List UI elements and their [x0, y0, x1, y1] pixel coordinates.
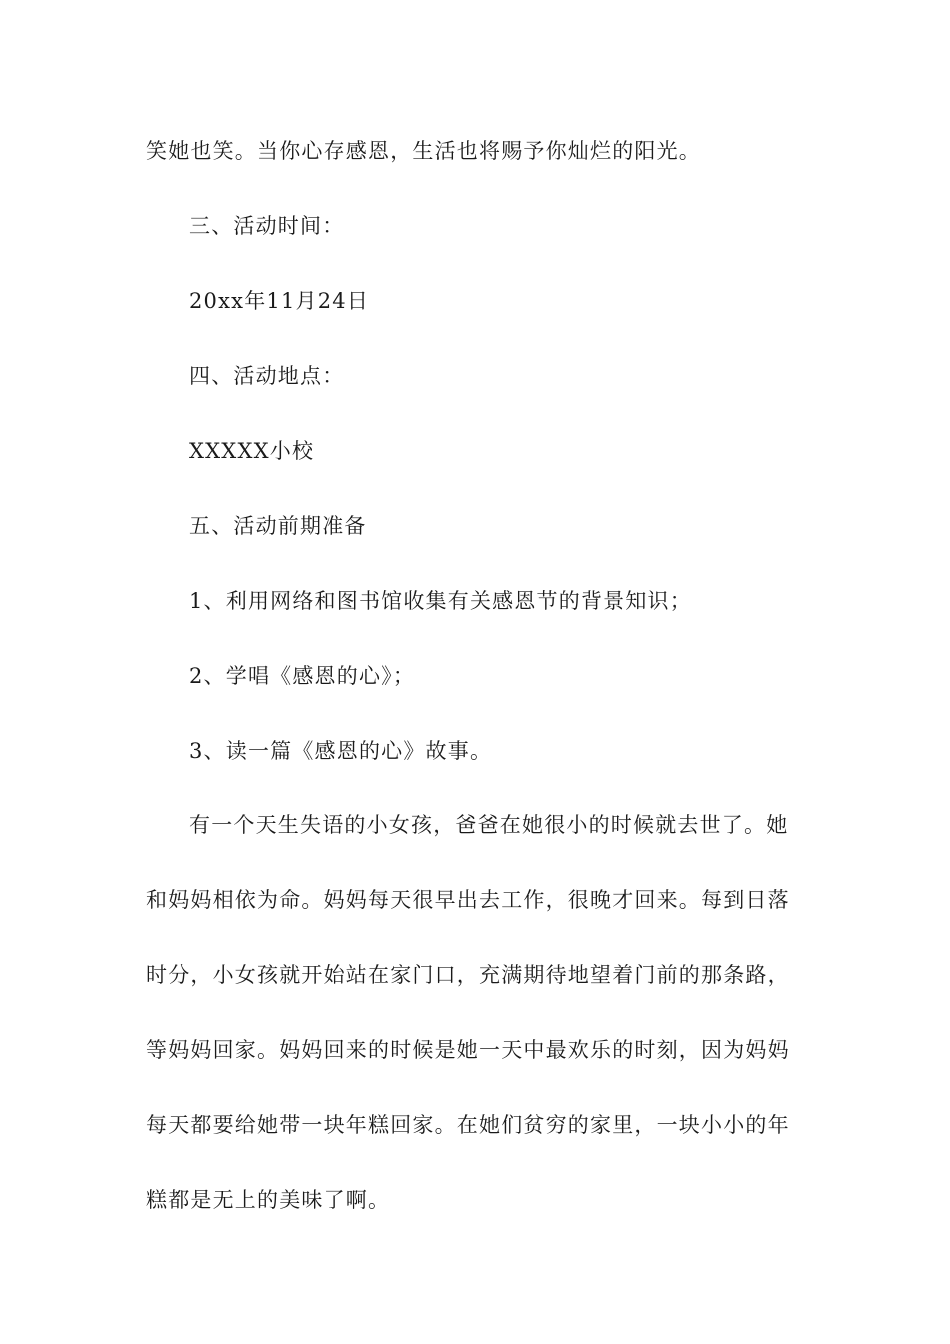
story-paragraph-line: 等妈妈回家。妈妈回来的时候是她一天中最欢乐的时刻，因为妈妈: [146, 1038, 790, 1062]
activity-location: XXXXX小校: [189, 439, 315, 463]
story-paragraph-line: 每天都要给她带一块年糕回家。在她们贫穷的家里，一块小小的年: [146, 1113, 790, 1137]
preparation-item-1: 1、利用网络和图书馆收集有关感恩节的背景知识；: [189, 589, 692, 613]
story-paragraph-line: 和妈妈相依为命。妈妈每天很早出去工作，很晚才回来。每到日落: [146, 888, 790, 912]
section-heading-activity-location: 四、活动地点：: [189, 364, 345, 388]
story-paragraph-line: 有一个天生失语的小女孩，爸爸在她很小的时候就去世了。她: [189, 813, 789, 837]
preparation-item-3: 3、读一篇《感恩的心》故事。: [189, 739, 493, 763]
paragraph-continuation-line: 笑她也笑。当你心存感恩，生活也将赐予你灿烂的阳光。: [146, 139, 701, 163]
preparation-item-2: 2、学唱《感恩的心》；: [189, 664, 416, 688]
story-paragraph-line: 时分，小女孩就开始站在家门口，充满期待地望着门前的那条路，: [146, 963, 790, 987]
story-paragraph-line: 糕都是无上的美味了啊。: [146, 1188, 391, 1212]
section-heading-preparation: 五、活动前期准备: [189, 514, 367, 538]
activity-date: 20xx年11月24日: [189, 289, 370, 313]
section-heading-activity-time: 三、活动时间：: [189, 214, 345, 238]
